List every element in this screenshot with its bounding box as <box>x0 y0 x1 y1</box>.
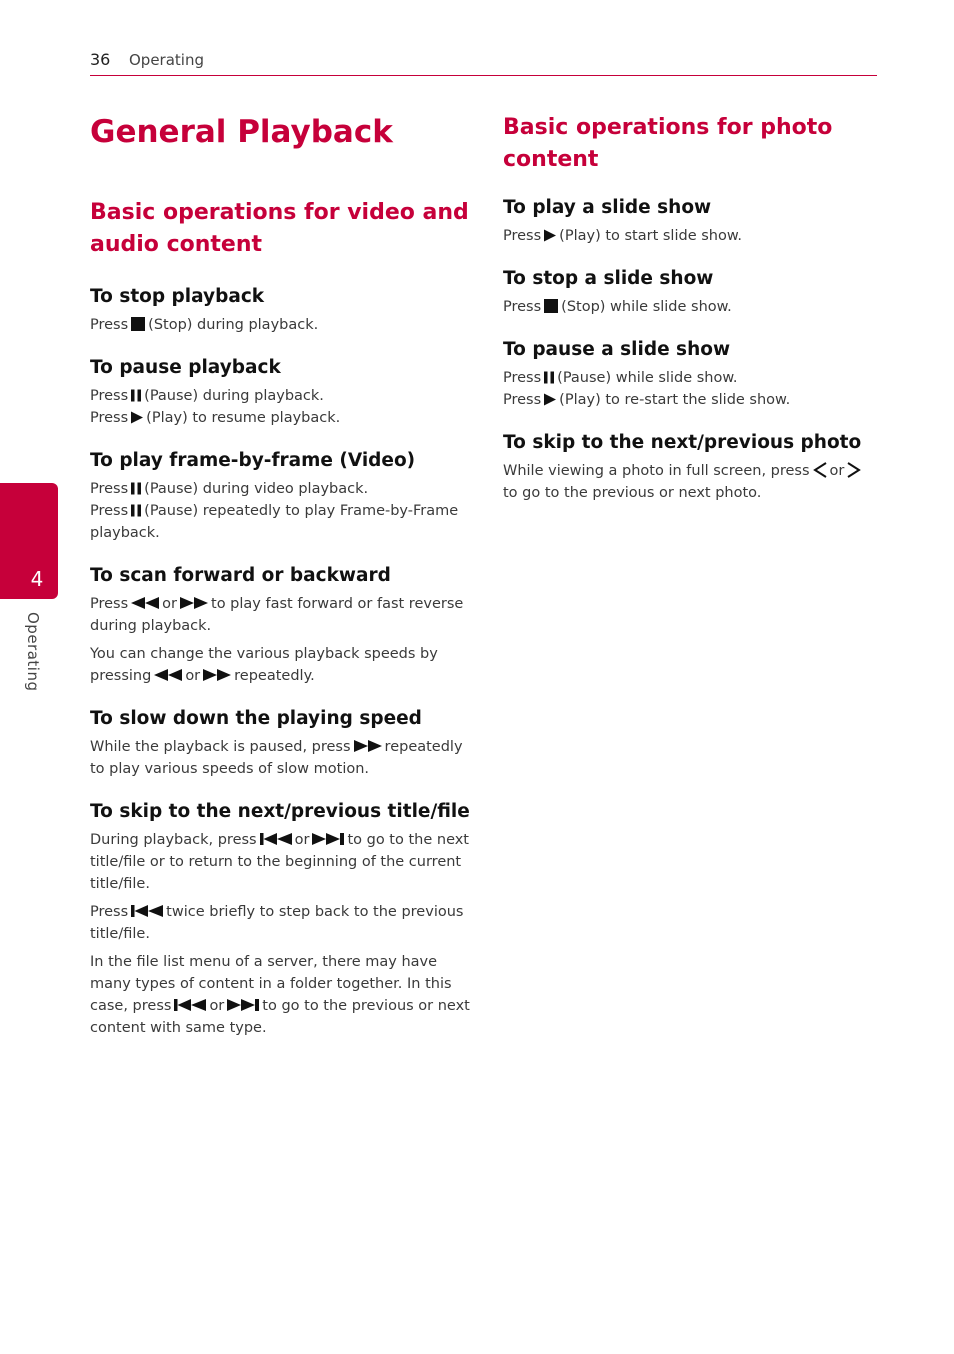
skip-title-text-1: During playback, press or to go to the next title/file or to return to the beginning of the current title/file. <box>90 832 469 892</box>
fast-forward-icon <box>203 669 231 681</box>
stop-icon <box>544 299 558 313</box>
play-icon <box>544 393 556 406</box>
skip-previous-icon <box>174 999 206 1011</box>
video-audio-section-heading: Basic operations for video and audio content <box>90 200 469 257</box>
play-slide-show-text: Press (Play) to start slide show. <box>503 228 742 244</box>
pause-icon <box>544 371 554 384</box>
stop-playback-heading: To stop playback <box>90 286 265 307</box>
page-title: General Playback <box>90 114 393 150</box>
header-section-label: Operating <box>129 51 204 69</box>
chapter-label: Operating <box>24 612 42 692</box>
skip-next-icon <box>312 833 344 845</box>
scan-heading: To scan forward or backward <box>90 565 391 586</box>
scan-text-2: You can change the various playback speeds by pressing or repeatedly. <box>90 646 438 684</box>
stop-playback-text: Press (Stop) during playback. <box>90 317 319 333</box>
frame-by-frame-text: Press (Pause) during video playback. Press (Pause) repeatedly to play Frame-by-Frame playback. <box>90 481 459 541</box>
pause-playback-text: Press (Pause) during playback. Press (Play) to resume playback. <box>90 388 341 426</box>
pause-icon <box>131 504 141 517</box>
skip-previous-icon <box>260 833 292 845</box>
stop-slide-show-text: Press (Stop) while slide show. <box>503 299 732 315</box>
pause-icon <box>131 389 141 402</box>
page-number: 36 <box>90 50 111 69</box>
skip-photo-text: While viewing a photo in full screen, press orto go to the previous or next photo. <box>503 460 878 504</box>
photo-section-heading: Basic operations for photo content <box>503 115 833 172</box>
slow-speed-text: While the playback is paused, press repeatedly to play various speeds of slow motion. <box>90 739 463 777</box>
play-slide-show-heading: To play a slide show <box>503 197 712 218</box>
pause-slide-show-heading: To pause a slide show <box>503 339 731 360</box>
left-arrow-icon <box>813 462 827 478</box>
chapter-number: 4 <box>30 567 44 591</box>
play-icon <box>544 229 556 242</box>
pause-playback-heading: To pause playback <box>90 357 281 378</box>
skip-next-icon <box>227 999 259 1011</box>
play-icon <box>131 411 143 424</box>
right-column <box>503 112 878 504</box>
fast-forward-icon <box>180 597 208 609</box>
page-header <box>90 48 877 76</box>
chapter-tab <box>0 483 58 599</box>
skip-previous-icon <box>131 905 163 917</box>
skip-photo-heading: To skip to the next/previous photo <box>503 432 862 453</box>
scan-text-1: Press or to play fast forward or fast reverse during playback. <box>90 596 464 634</box>
stop-icon <box>131 317 145 331</box>
fast-forward-icon <box>354 740 382 752</box>
rewind-icon <box>154 669 182 681</box>
skip-title-text-2: Press twice briefly to step back to the previous title/file. <box>90 904 464 942</box>
right-arrow-icon <box>847 462 861 478</box>
rewind-icon <box>131 597 159 609</box>
stop-slide-show-heading: To stop a slide show <box>503 268 714 289</box>
left-column <box>90 112 470 1039</box>
frame-by-frame-heading: To play frame-by-frame (Video) <box>90 450 416 471</box>
slow-speed-heading: To slow down the playing speed <box>90 708 422 729</box>
skip-title-heading: To skip to the next/previous title/file <box>90 801 470 822</box>
pause-icon <box>131 482 141 495</box>
pause-slide-show-text: Press (Pause) while slide show. Press (Play) to re-start the slide show. <box>503 370 791 408</box>
skip-title-text-3: In the file list menu of a server, there may have many types of content in a folder together. In this case, press or to go to the previous or next content with same type. <box>90 954 470 1036</box>
